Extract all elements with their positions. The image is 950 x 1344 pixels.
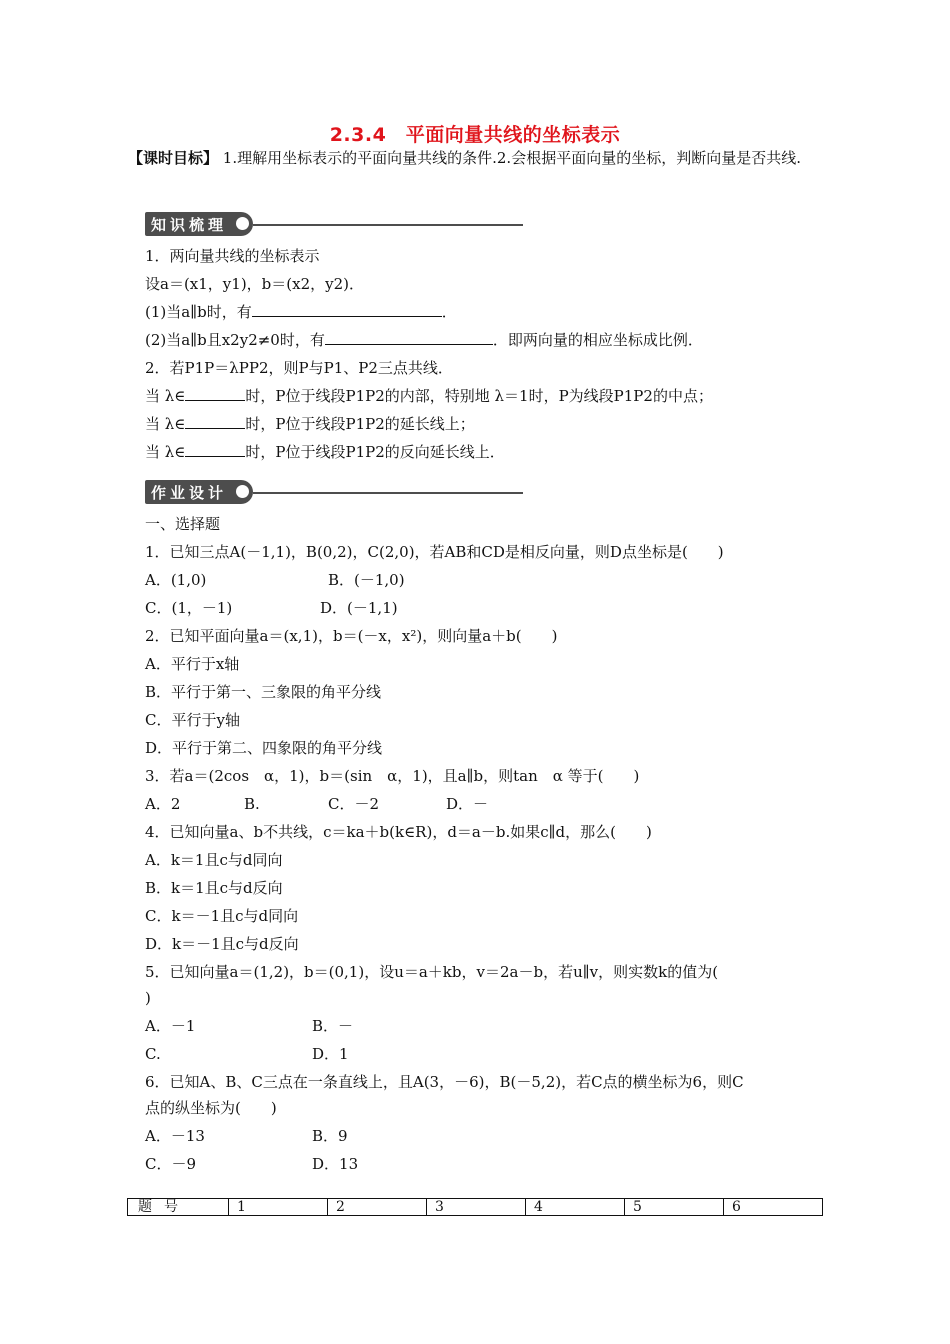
answer-cell: 6 [724,1199,823,1216]
q6-option-a: A．－13 [145,1127,205,1145]
question-5: 5．已知向量a＝(1,2)，b＝(0,1)，设u＝a＋kb，v＝2a－b，若u∥v，则实数k的值为( [145,963,719,981]
question-3: 3．若a＝(2cos α，1)，b＝(sin α，1)，且a∥b，则tan α 等于( ) [145,767,640,785]
section-banner-knowledge [145,212,525,238]
bullet-dot-icon [236,217,249,230]
fill-blank [185,414,245,429]
section-title-homework: 作业设计 [151,484,228,502]
q6-option-d: D．13 [312,1155,359,1173]
knowledge-lambda-3: 当 λ∈ 时，P位于线段P1P2的反向延长线上． [145,443,505,461]
q3-option-b: B. [244,795,260,813]
q4-option-c: C．k＝－1且c与d同向 [145,907,299,925]
knowledge-condition-2: (2)当a∥b且x2y2≠0时，有 ．即两向量的相应坐标成比例． [145,331,703,349]
question-1: 1．已知三点A(－1,1)，B(0,2)，C(2,0)，若AB和CD是相反向量，则D点坐标是( ) [145,543,724,561]
knowledge-lambda-1: 当 λ∈ 时，P位于线段P1P2的内部，特别地 λ＝1时，P为线段P1P2的中点； [145,387,713,405]
answer-cell: 3 [427,1199,526,1216]
answer-cell: 2 [328,1199,427,1216]
answer-cell: 4 [526,1199,625,1216]
q1-option-a: A．(1,0) [145,571,207,589]
fill-blank [252,302,442,317]
q3-option-d: D．－ [446,795,489,813]
fill-blank [185,386,245,401]
q5-option-b: B．－ [312,1017,354,1035]
question-5-continued: ) [145,989,151,1007]
goal-text: 1.理解用坐标表示的平面向量共线的条件.2.会根据平面向量的坐标，判断向量是否共线. [222,149,801,167]
q6-option-c: C．－9 [145,1155,197,1173]
question-4: 4．已知向量a、b不共线，c＝ka＋b(k∈R)，d＝a－b.如果c∥d，那么( ) [145,823,652,841]
answer-cell: 5 [625,1199,724,1216]
q5-option-a: A．－1 [145,1017,196,1035]
fill-blank [185,442,245,457]
bullet-dot-icon [236,485,249,498]
lesson-goal [128,144,818,172]
table-row [128,1199,823,1216]
section-divider [253,492,523,494]
q4-option-d: D．k＝－1且c与d反向 [145,935,299,953]
q5-option-c: C. [145,1045,161,1063]
knowledge-heading-1: 1．两向量共线的坐标表示 [145,247,320,265]
page-title: 2.3.4 平面向量共线的坐标表示 [329,124,621,146]
q1-option-d: D．(－1,1) [320,599,398,617]
section-divider [253,224,523,226]
question-6: 6．已知A、B、C三点在一条直线上，且A(3，－6)，B(－5,2)，若C点的横坐标为6，则C [145,1073,744,1091]
knowledge-lambda-2: 当 λ∈ 时，P位于线段P1P2的延长线上； [145,415,475,433]
q3-option-c: C．－2 [328,795,380,813]
q1-option-c: C．(1，－1) [145,599,233,617]
q4-option-b: B．k＝1且c与d反向 [145,879,283,897]
q4-option-a: A．k＝1且c与d同向 [145,851,283,869]
q2-option-d: D．平行于第二、四象限的角平分线 [145,739,383,757]
section-banner-homework [145,480,525,506]
answer-cell: 1 [229,1199,328,1216]
fill-blank [325,330,493,345]
goal-label: 【课时目标】 [128,149,219,167]
q2-option-b: B．平行于第一、三象限的角平分线 [145,683,382,701]
knowledge-condition-1: (1)当a∥b时，有 ． [145,303,457,321]
question-2: 2．已知平面向量a＝(x,1)，b＝(－x，x²)，则向量a＋b( ) [145,627,558,645]
q5-option-d: D．1 [312,1045,349,1063]
section-title-knowledge: 知识梳理 [151,216,228,234]
knowledge-set: 设a＝(x1，y1)，b＝(x2，y2)． [145,275,364,293]
answer-table [127,1198,823,1216]
q3-option-a: A．2 [145,795,181,813]
q6-option-b: B．9 [312,1127,348,1145]
answer-table-header: 题号 [128,1199,229,1216]
part-heading: 一、选择题 [145,515,221,533]
knowledge-heading-2: 2．若P1P＝λPP2，则P与P1、P2三点共线． [145,359,453,377]
q2-option-c: C．平行于y轴 [145,711,240,729]
question-6-continued: 点的纵坐标为( ) [145,1099,277,1117]
q2-option-a: A．平行于x轴 [145,655,240,673]
q1-option-b: B．(－1,0) [328,571,405,589]
